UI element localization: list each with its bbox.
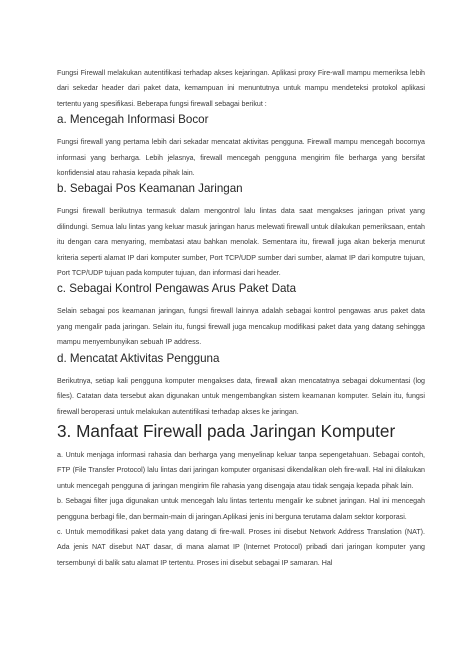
section-heading-d: d. Mencatat Aktivitas Pengguna <box>57 351 220 365</box>
intro-paragraph: Fungsi Firewall melakukan autentifikasi terhadap akses kejaringan. Aplikasi proxy Fire-wall mampu memeriksa lebih dari sekedar header dari paket data, kemampuan ini menuntutnya untuk mampu mendeteksi protokol aplikasi tertentu yang spesifikasi. Beberapa fungsi firewall sebagai berikut : <box>57 69 425 108</box>
benefit-item-a: a. Untuk menjaga informasi rahasia dan berharga yang menyelinap keluar tanpa sepengetahuan. Sebagai contoh, FTP (File Transfer Protocol) lalu lintas dari jaringan komputer organisasi dikendalikan oleh fire-wall. Hal ini dilakukan untuk mencegah pengguna di jaringan mengirim file rahasia yang disengaja atau tidak sengaja kepada pihak lain. <box>57 450 425 490</box>
benefit-item-b: b. Sebagai filter juga digunakan untuk mencegah lalu lintas tertentu mengalir ke subnet jaringan. Hal ini mencegah pengguna berbagi file, dan bermain-main di jaringan.Aplikasi jenis ini berguna terutama dalam sektor korporasi. <box>57 497 425 521</box>
section-heading-b: b. Sebagai Pos Keamanan Jaringan <box>57 182 243 196</box>
section-body-d: Berikutnya, setiap kali pengguna komputer mengakses data, firewall akan mencatatnya sebagai dokumentasi (log files). Catatan data tersebut akan digunakan untuk mengembangkan sistem keamanan komputer. Selain itu, fungsi firewall beroperasi untuk melakukan autentifikasi terhadap akses ke jaringan. <box>57 376 425 416</box>
benefit-item-c: c. Untuk memodifikasi paket data yang datang di fire-wall. Proses ini disebut Network Address Translation (NAT). Ada jenis NAT disebut NAT dasar, di mana alamat IP (Internet Protocol) pribadi dari jaringan komputer yang tersembunyi di balik satu alamat IP tertentu. Proses ini disebut sebagai IP samaran. Hal <box>57 527 425 567</box>
main-heading: 3. Manfaat Firewall pada Jaringan Komputer <box>57 420 396 441</box>
document-body <box>57 66 425 571</box>
section-heading-a: a. Mencegah Informasi Bocor <box>57 113 209 127</box>
section-body-b: Fungsi firewall berikutnya termasuk dalam mengontrol lalu lintas data saat mengakses jaringan privat yang dilindungi. Semua lalu lintas yang keluar masuk jaringan harus melewati firewall untuk dilakukan pemeriksaan, entah itu dengan cara menyaring, membatasi atau bahkan menolak. Sementara itu, firewall juga akan bekerja menurut kriteria seperti alamat IP dari komputer sumber, Port TCP/UDP sumber dari sumber, alamat IP dari komputre tujuan, Port TCP/UDP tujuan pada komputer tujuan, dan informasi dari header. <box>57 207 425 278</box>
section-body-a: Fungsi firewall yang pertama lebih dari sekadar mencatat aktivitas pengguna. Firewall mampu mencegah bocornya informasi yang berharga. Lebih jelasnya, firewall mencegah pengguna mengirim file berharga yang bersifat konfidensial atau rahasia kepada pihak lain. <box>57 138 425 178</box>
section-body-c: Selain sebagai pos keamanan jaringan, fungsi firewall lainnya adalah sebagai kontrol pengawas arus paket data yang mengalir pada jaringan. Selain itu, fungsi firewall juga mencakup modifikasi paket data yang datang sehingga mampu menyembunyikan sebuah IP address. <box>57 307 425 347</box>
benefits-list <box>57 448 425 571</box>
section-heading-c: c. Sebagai Kontrol Pengawas Arus Paket Data <box>57 282 297 296</box>
